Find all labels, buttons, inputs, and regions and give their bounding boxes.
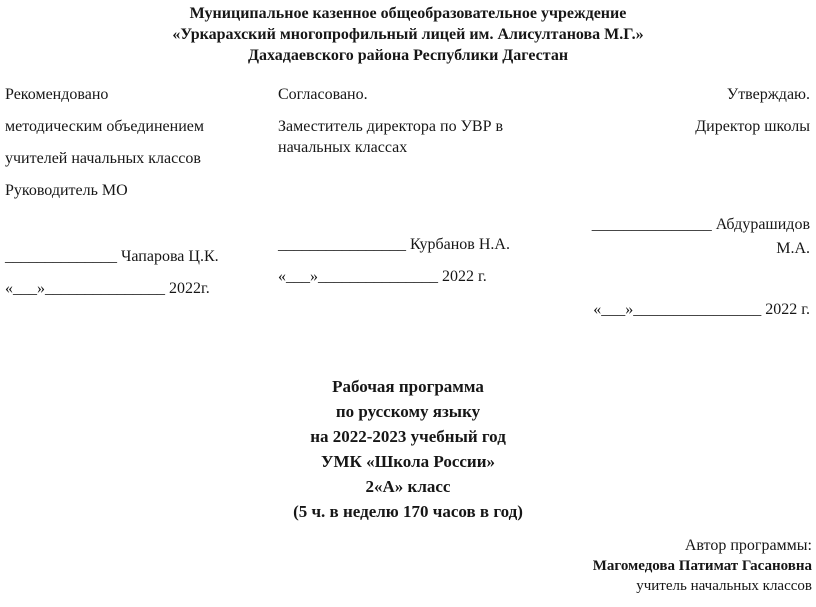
title-line-5: 2«А» класс [365,477,451,496]
recommended-line-2: методическим объединением [5,118,204,135]
agreed-title: Согласовано. [278,86,368,103]
recommended-date: «___»_______________ 2022г. [5,280,210,297]
school-header-line-2: «Уркарахский многопрофильный лицей им. Алисултанова М.Г.» [172,26,644,43]
agreed-date: «___»_______________ 2022 г. [278,268,487,285]
school-header-line-1: Муниципальное казенное общеобразовательное учреждение [189,5,627,22]
title-line-4: УМК «Школа России» [320,452,496,471]
school-header-line-3: Дахадаевского района Республики Дагестан [247,47,569,64]
recommended-signature: ______________ Чапарова Ц.К. [5,248,219,265]
author-name: Магомедова Патимат Гасановна [592,558,812,574]
author-role: учитель начальных классов [636,578,812,594]
approved-signature-line-2: М.А. [776,240,810,257]
approved-date: «___»________________ 2022 г. [593,301,810,318]
recommended-title: Рекомендовано [5,86,109,103]
document-title-block [0,374,816,524]
author-block [593,536,812,596]
title-line-1: Рабочая программа [332,377,484,396]
title-line-3: на 2022-2023 учебный год [310,427,506,446]
approved-role: Директор школы [695,118,810,135]
agreed-role: Заместитель директора по УВР в начальных классах [278,118,504,156]
school-header [0,3,816,66]
recommended-line-4: Руководитель МО [5,182,128,199]
recommended-line-3: учителей начальных классов [5,150,201,167]
author-label: Автор программы: [684,537,812,554]
approved-title: Утверждаю. [726,86,810,103]
title-line-6: (5 ч. в неделю 170 часов в год) [293,502,523,521]
title-line-2: по русскому языку [335,402,481,421]
agreed-signature: ________________ Курбанов Н.А. [278,236,510,253]
approved-signature-line-1: _______________ Абдурашидов [591,216,810,233]
